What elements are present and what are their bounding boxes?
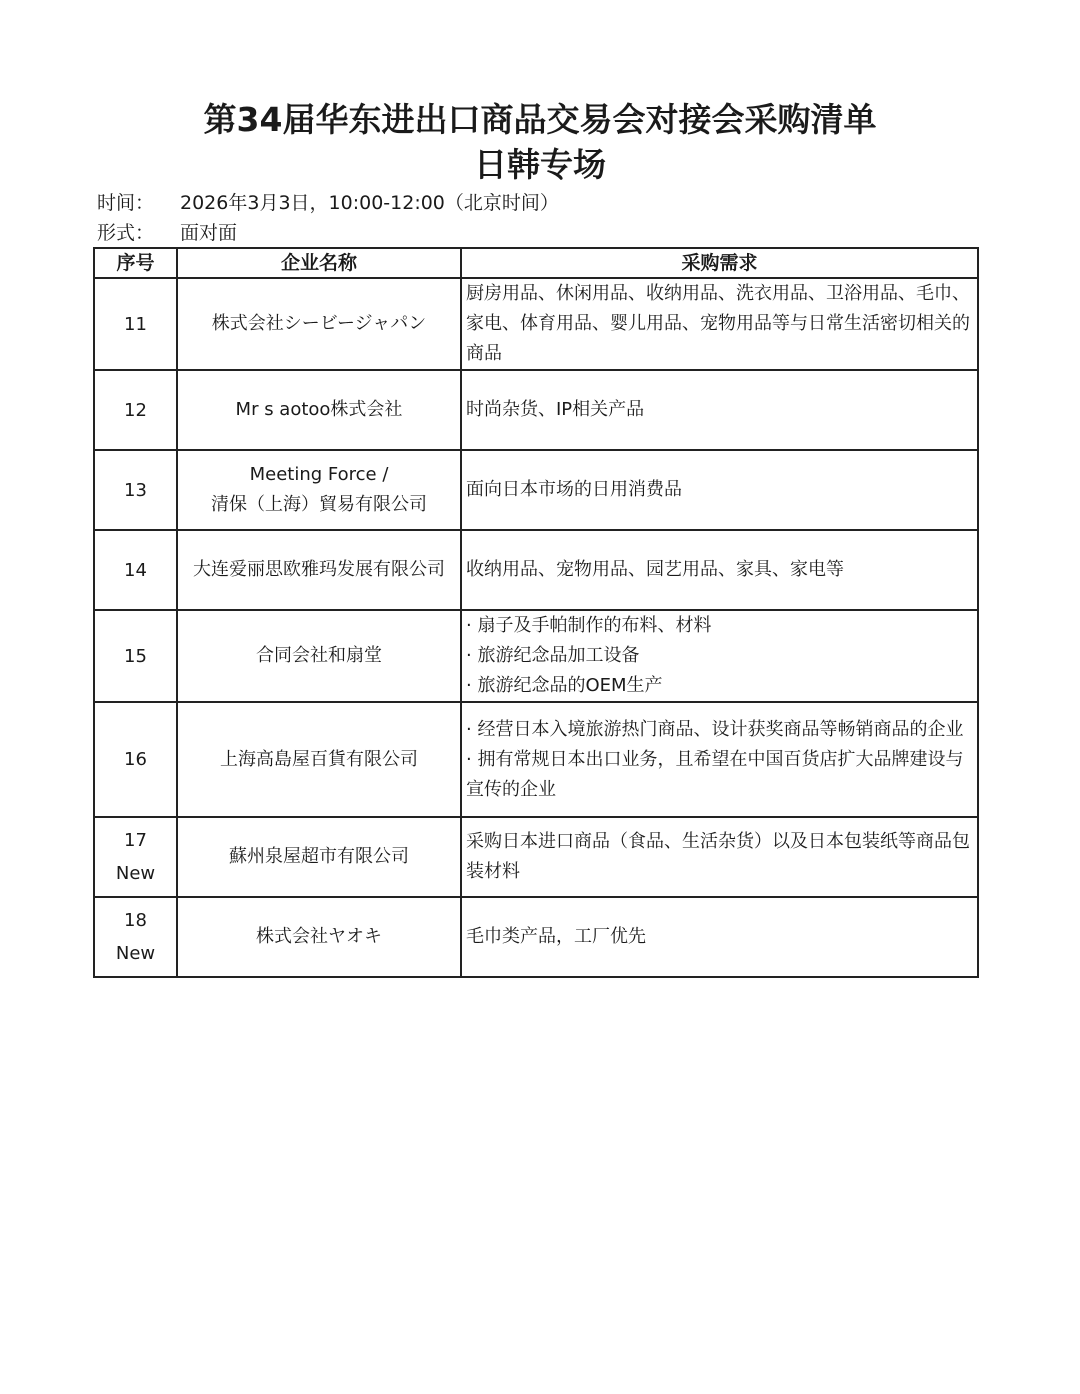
header-needs: 采购需求 xyxy=(461,248,978,278)
needs-line: 采购日本进口商品（食品、生活杂货）以及日本包装纸等商品包 xyxy=(466,831,970,852)
row-number: 16 xyxy=(124,749,147,770)
needs-line: 商品 xyxy=(466,343,502,364)
needs-cell xyxy=(461,530,978,610)
needs-line: 装材料 xyxy=(466,861,520,882)
table-row xyxy=(94,610,978,702)
needs-line: 收纳用品、宠物用品、园艺用品、家具、家电等 xyxy=(466,559,844,580)
page-subtitle: 日韩专场 xyxy=(474,145,606,184)
row-number-cell xyxy=(94,530,177,610)
row-number-cell xyxy=(94,370,177,450)
row-number: 18 xyxy=(124,910,147,931)
company-cell xyxy=(177,278,461,370)
company-cell xyxy=(177,370,461,450)
page-title: 第34届华东进出口商品交易会对接会采购清单 xyxy=(203,100,877,139)
procurement-table xyxy=(93,247,979,978)
company-name-line: 株式会社シービージャパン xyxy=(211,313,427,334)
table-row xyxy=(94,450,978,530)
company-name-line: 清保（上海）貿易有限公司 xyxy=(211,494,427,515)
row-number-cell xyxy=(94,610,177,702)
needs-line: 毛巾类产品，工厂优先 xyxy=(466,926,646,947)
company-cell xyxy=(177,702,461,817)
needs-line: · 拥有常规日本出口业务，且希望在中国百货店扩大品牌建设与 xyxy=(466,748,964,770)
needs-line: 宣传的企业 xyxy=(466,778,556,800)
row-number-cell xyxy=(94,450,177,530)
header-no: 序号 xyxy=(94,248,177,278)
new-tag: New xyxy=(115,863,156,884)
needs-cell xyxy=(461,278,978,370)
needs-cell xyxy=(461,370,978,450)
new-tag: New xyxy=(115,943,156,964)
needs-cell xyxy=(461,450,978,530)
row-number: 12 xyxy=(124,399,147,421)
table-row xyxy=(94,817,978,897)
company-name-line: 上海高島屋百貨有限公司 xyxy=(220,748,418,770)
row-number-cell xyxy=(94,702,177,817)
table-row xyxy=(94,370,978,450)
company-cell xyxy=(177,610,461,702)
needs-line: 时尚杂货、IP相关产品 xyxy=(466,399,645,420)
format-value: 面对面 xyxy=(180,222,238,244)
row-number-cell xyxy=(94,897,177,977)
table-row xyxy=(94,897,978,977)
company-cell xyxy=(177,450,461,530)
needs-line: 家电、体育用品、婴儿用品、宠物用品等与日常生活密切相关的 xyxy=(466,313,970,334)
header-company: 企业名称 xyxy=(177,248,461,278)
table-row xyxy=(94,278,978,370)
table-row xyxy=(94,702,978,817)
row-number: 15 xyxy=(124,645,147,667)
company-name-line: 株式会社ヤオキ xyxy=(256,926,382,947)
company-cell xyxy=(177,530,461,610)
format-label: 形式： xyxy=(97,222,155,244)
company-name-line: 大连爱丽思欧雅玛发展有限公司 xyxy=(193,559,445,580)
needs-cell xyxy=(461,702,978,817)
company-cell xyxy=(177,817,461,897)
company-cell xyxy=(177,897,461,977)
needs-cell xyxy=(461,610,978,702)
row-number: 13 xyxy=(124,479,147,501)
needs-line: · 旅游纪念品的OEM生产 xyxy=(466,675,663,696)
row-number: 14 xyxy=(124,559,147,581)
needs-line: 面向日本市场的日用消费品 xyxy=(466,479,682,500)
company-name-line: Mr s aotoo株式会社 xyxy=(235,399,403,420)
time-label: 时间： xyxy=(97,192,155,214)
company-name-line: Meeting Force / xyxy=(249,464,389,485)
table-row xyxy=(94,530,978,610)
meta-time xyxy=(97,190,559,216)
needs-cell xyxy=(461,897,978,977)
row-number: 11 xyxy=(124,313,147,335)
needs-line: · 经营日本入境旅游热门商品、设计获奖商品等畅销商品的企业 xyxy=(466,718,964,740)
needs-line: · 扇子及手帕制作的布料、材料 xyxy=(466,615,712,636)
table-header-row xyxy=(94,248,978,278)
row-number-cell xyxy=(94,278,177,370)
row-number-cell xyxy=(94,817,177,897)
row-number: 17 xyxy=(124,830,147,851)
time-value: 2026年3月3日，10:00-12:00（北京时间） xyxy=(180,192,559,214)
needs-line: 厨房用品、休闲用品、收纳用品、洗衣用品、卫浴用品、毛巾、 xyxy=(466,283,970,304)
meta-format xyxy=(97,220,237,246)
company-name-line: 合同会社和扇堂 xyxy=(256,645,382,666)
needs-line: · 旅游纪念品加工设备 xyxy=(466,645,640,666)
company-name-line: 蘇州泉屋超市有限公司 xyxy=(229,846,409,867)
needs-cell xyxy=(461,817,978,897)
